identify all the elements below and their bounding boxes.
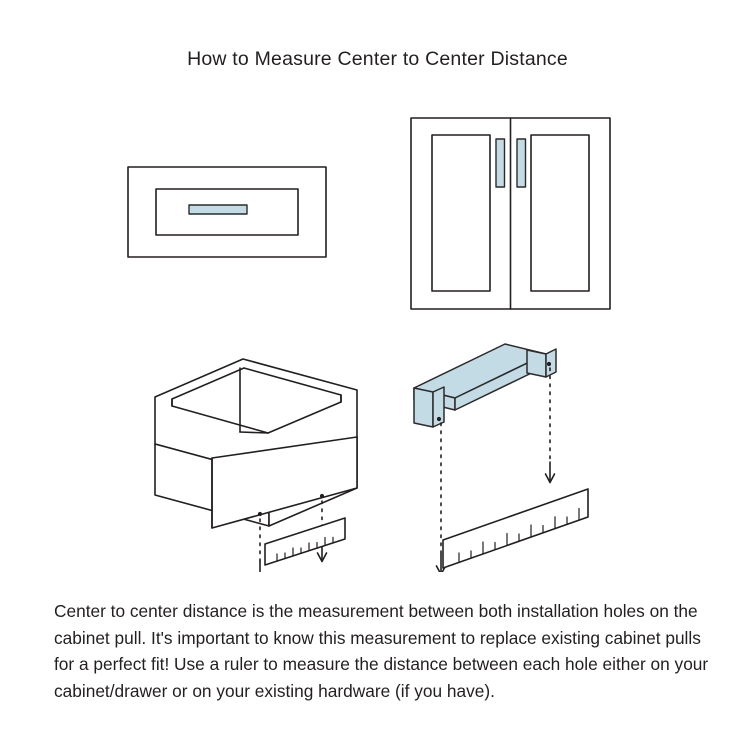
diagram-svg	[0, 92, 755, 572]
pull-with-ruler	[414, 344, 588, 572]
cabinet-doors-with-pulls	[411, 118, 610, 309]
page-title: How to Measure Center to Center Distance	[187, 48, 568, 70]
diagram-figure	[0, 92, 755, 572]
caption-text: Center to center distance is the measurement between both installation holes on the cabinet pull. It's important to know this measurement to replace existing cabinet pulls for a perfect fit! Use a ruler to measure the distance between each hole either on your cabinet/drawer or on your existing hardware (if you have).	[54, 601, 709, 701]
drawer-box-with-ruler	[155, 359, 357, 572]
drawer-front-with-pull	[128, 167, 326, 257]
